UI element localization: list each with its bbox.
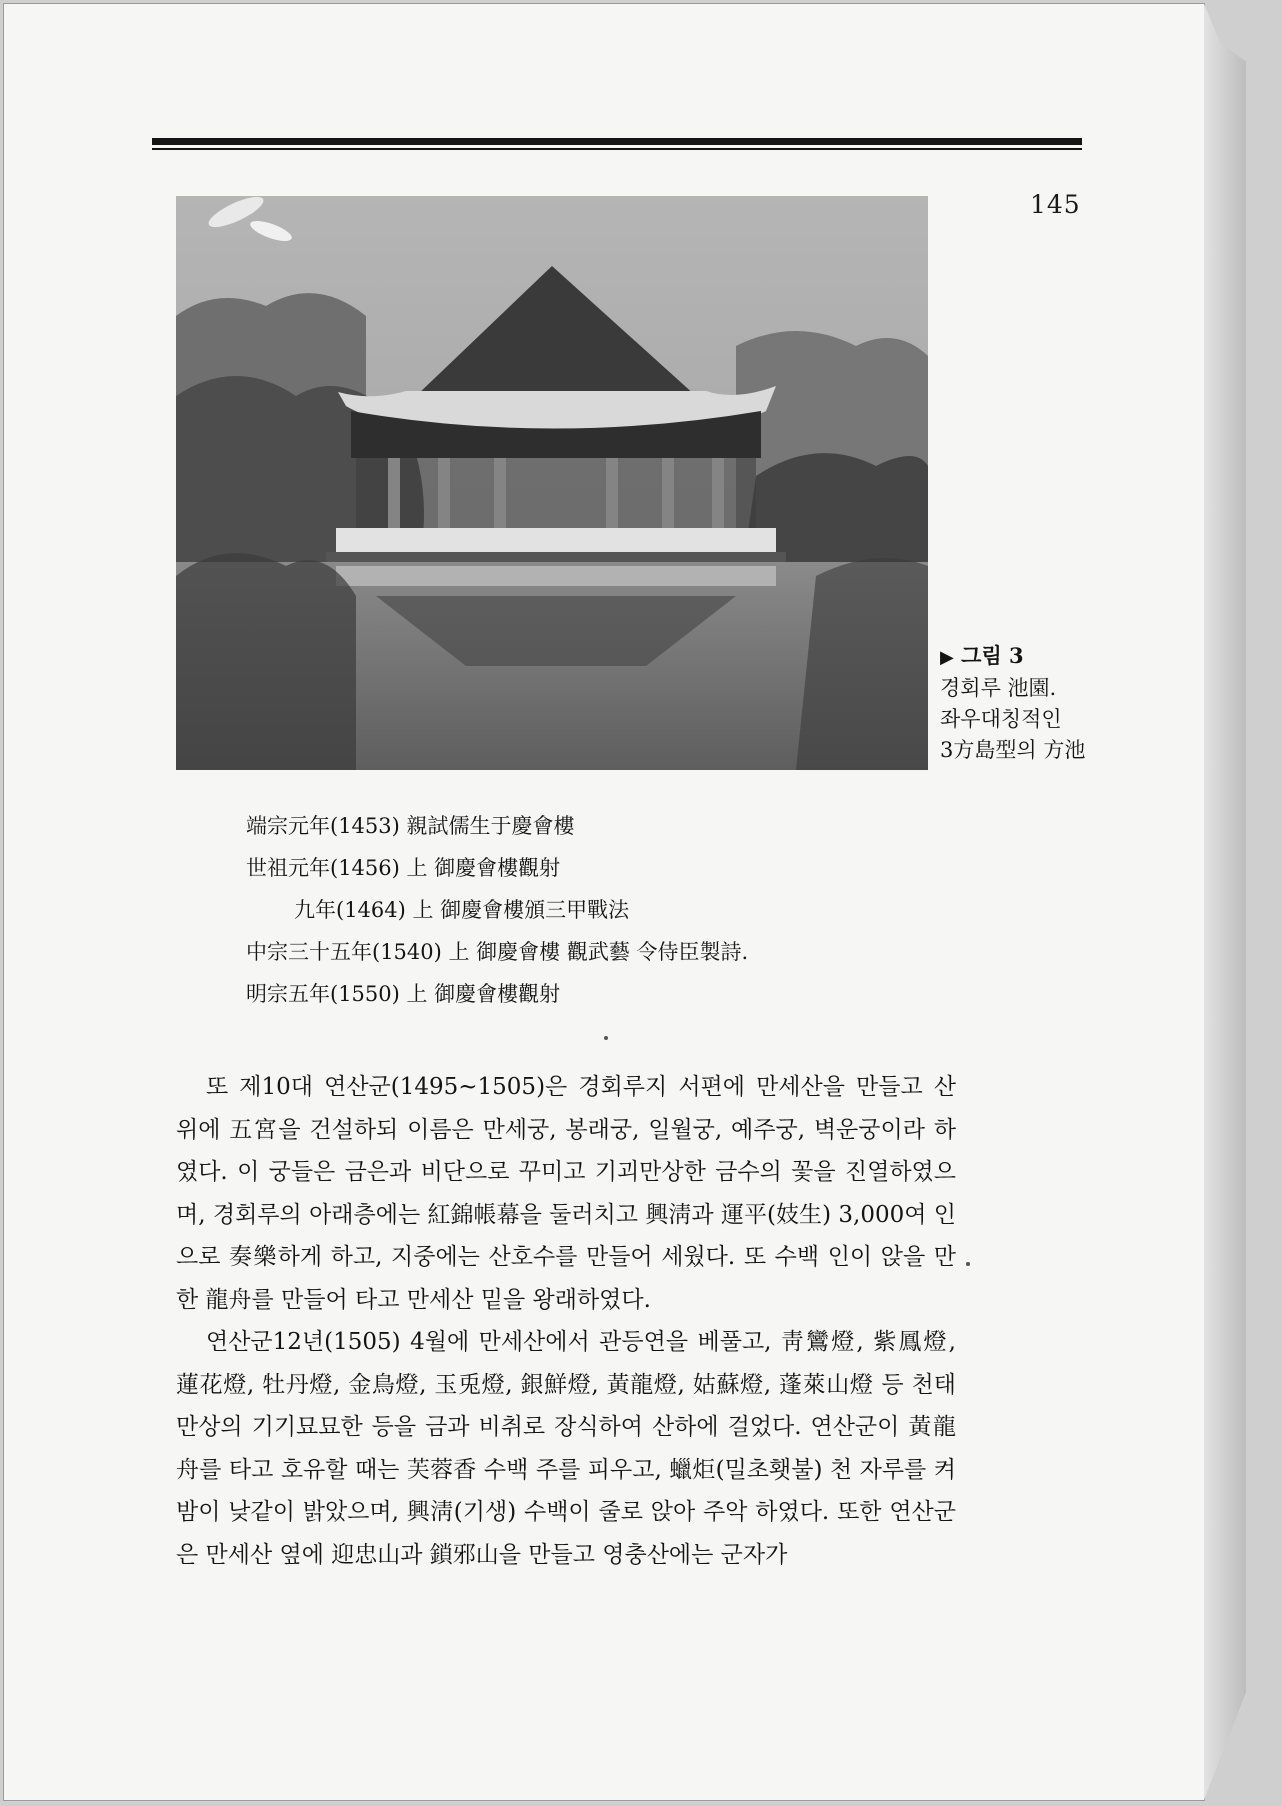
caption-line: 경회루 池園. (940, 676, 1057, 700)
chronicle-line: 九年(1464) 上 御慶會樓頒三甲戰法 (294, 898, 630, 922)
chronicle-line: 端宗元年(1453) 親試儒生于慶會樓 (246, 814, 575, 838)
body-paragraph: 또 제10대 연산군(1495~1505)은 경회루지 서편에 만세산을 만들고 산 위에 五宮을 건설하되 이름은 만세궁, 봉래궁, 일월궁, 예주궁, 벽운궁이라 하였다. 이 궁들은 금은과 비단으로 꾸미고 기괴만상한 금수의 꽃을 진열하였으며, 경회루의 아래층에는 紅錦帳幕을 둘러치고 興淸과 運平(妓生) 3,000여 인으로 奏樂하게 하고, 지중에는 산호수를 만들어 세웠다. 또 수백 인이 앉을 만한 龍舟를 만들어 타고 만세산 밑을 왕래하였다. (176, 1074, 956, 1313)
pavilion-photo (176, 196, 928, 770)
chronicle-line: 明宗五年(1550) 上 御慶會樓觀射 (246, 982, 561, 1006)
caption-line: 좌우대칭적인 (940, 707, 1062, 731)
caption-title: ▶ 그림 3 (940, 643, 1024, 668)
chronicle-quote (246, 805, 748, 1015)
triangle-marker-icon: ▶ (940, 647, 954, 668)
caption-line: 3方島型의 方池 (940, 738, 1086, 762)
chronicle-line: 世祖元年(1456) 上 御慶會樓觀射 (246, 856, 561, 880)
page-number: 145 (1030, 190, 1081, 219)
chronicle-line: 中宗三十五年(1540) 上 御慶會樓 觀武藝 令侍臣製詩. (246, 940, 749, 964)
header-rule-thin (152, 148, 1082, 150)
body-paragraph: 연산군12년(1505) 4월에 만세산에서 관등연을 베풀고, 靑鸞燈, 紫鳳燈, 蓮花燈, 牡丹燈, 金鳥燈, 玉兎燈, 銀鮮燈, 黃龍燈, 姑蘇燈, 蓬萊山燈 등 천태만상의 기기묘묘한 등을 금과 비취로 장식하여 산하에 걸었다. 연산군이 黃龍舟를 타고 호유할 때는 芙蓉香 수백 주를 피우고, 蠟炬(밀초횃불) 천 자루를 켜 밤이 낮같이 밝았으며, 興淸(기생) 수백이 줄로 앉아 주악 하였다. 또한 연산군은 만세산 옆에 迎忠山과 鎖邪山을 만들고 영충산에는 군자가 (176, 1329, 956, 1568)
page-edge (1204, 4, 1246, 1800)
speck (604, 1036, 608, 1040)
speck (966, 1262, 970, 1266)
body-text (176, 1066, 956, 1576)
header-rule (152, 138, 1082, 145)
figure-caption (940, 640, 1120, 766)
